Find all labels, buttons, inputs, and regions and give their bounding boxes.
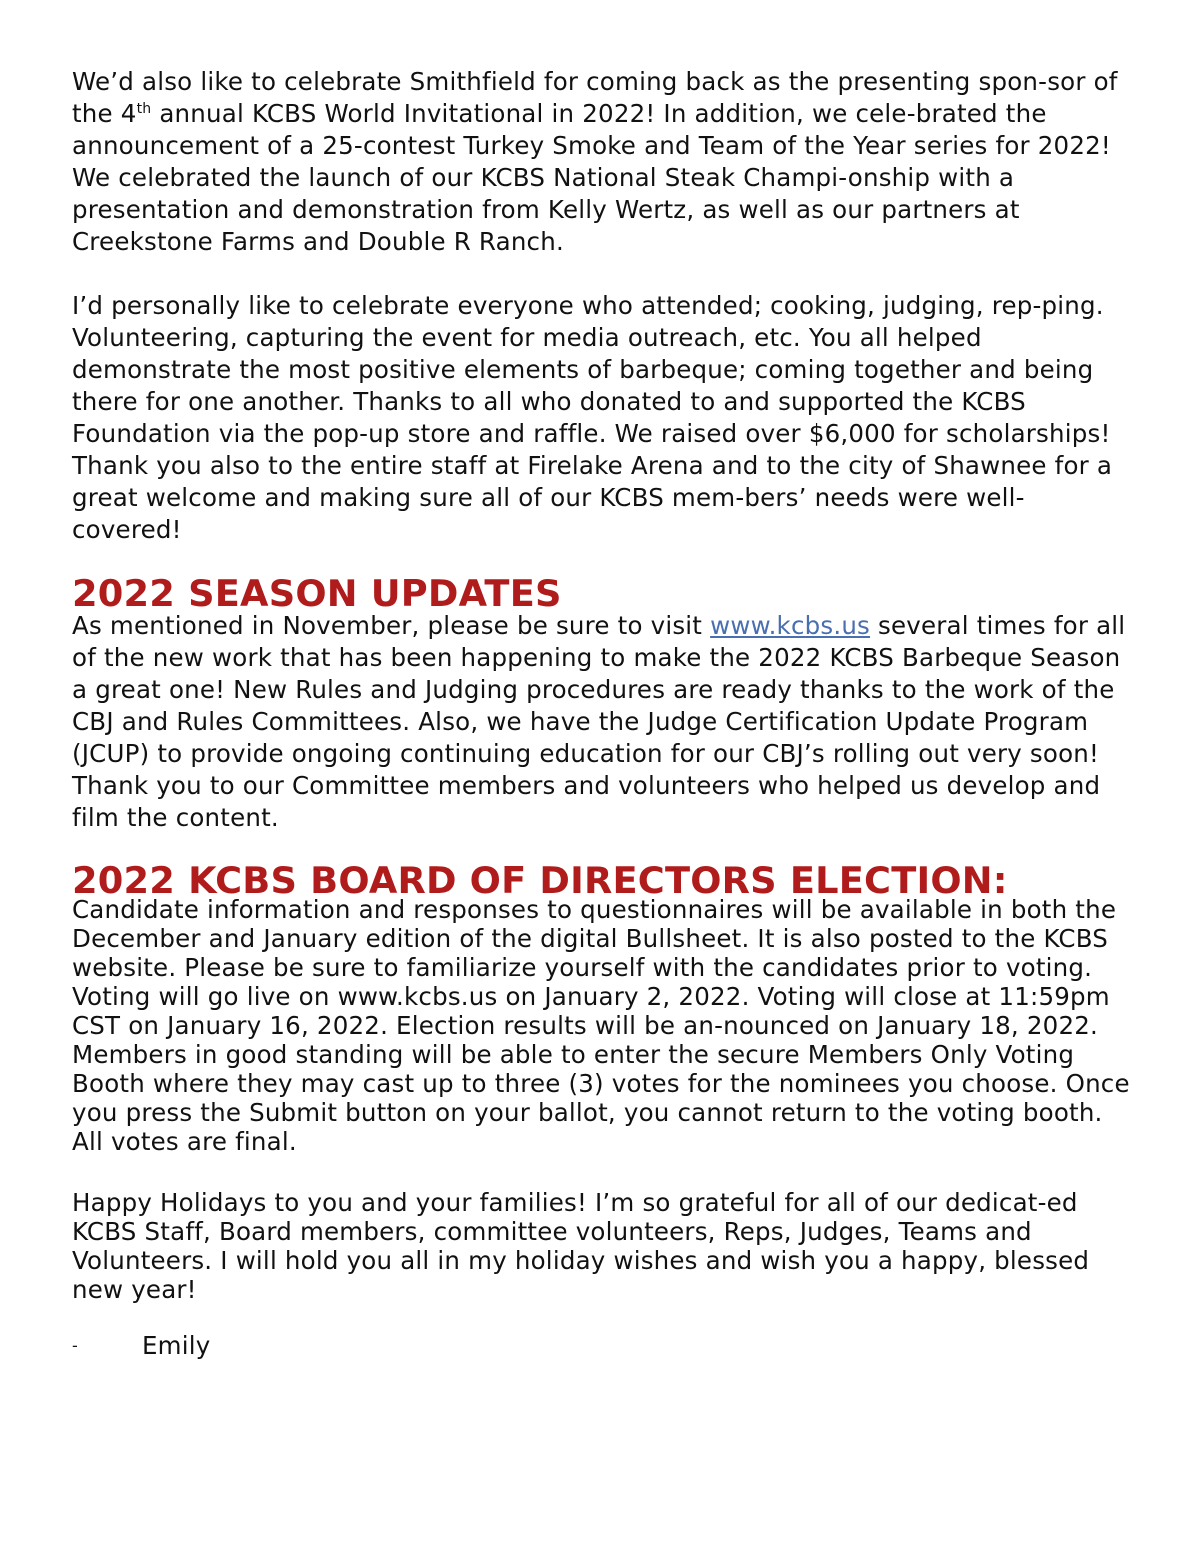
signature-name: Emily xyxy=(142,1331,211,1360)
spacer xyxy=(72,258,1132,290)
election-heading: 2022 KCBS BOARD OF DIRECTORS ELECTION: xyxy=(72,859,1008,902)
kcbs-website-link[interactable]: www.kcbs.us xyxy=(710,611,871,640)
paragraph-smithfield-text-a: We’d also like to celebrate Smithfield for coming back as the presenting spon-sor of the 4 xyxy=(72,67,1118,128)
season-text-a: As mentioned in November, please be sure to visit xyxy=(72,611,711,640)
spacer xyxy=(72,1156,1132,1188)
ordinal-suffix: th xyxy=(136,100,152,117)
letter-page xyxy=(72,66,1132,1362)
paragraph-thanks: I’d personally like to celebrate everyone who attended; cooking, judging, rep-ping. Volunteering, capturing the event for media outreach, etc. You all helped demonstrate the most positive elements of barbeque; coming together and being there for one another. Thanks to all who donated to and supported the KCBS Foundation via the pop-up store and raffle. We raised over $6,000 for scholarships! Thank you also to the entire staff at Firelake Arena and to the city of Shawnee for a great welcome and making sure all of our KCBS mem-bers’ needs were well-covered! xyxy=(72,291,1113,544)
signature xyxy=(72,1330,1132,1362)
paragraph-smithfield-text-b: annual KCBS World Invitational in 2022! In addition, we cele-brated the announcement of a 25-contest Turkey Smoke and Team of the Year series for 2022! We celebrated the launch of our KCBS National Steak Champi-onship with a presentation and demonstration from Kelly Wertz, as well as our partners at Creekstone Farms and Double R Ranch. xyxy=(72,99,1111,256)
season-text-b: several times for all of the new work that has been happening to make the 2022 KCBS Barbeque Season a great one! New Rules and Judging procedures are ready thanks to the work of the CBJ and Rules Committees. Also, we have the Judge Certification Update Program (JCUP) to provide ongoing continuing education for our CBJ’s rolling out very soon! Thank you to our Committee members and volunteers who helped us develop and film the content. xyxy=(72,611,1126,832)
signature-dash: - xyxy=(72,1336,78,1355)
season-updates-heading: 2022 SEASON UPDATES xyxy=(72,572,562,615)
paragraph-smithfield xyxy=(72,66,1132,258)
paragraph-season-updates xyxy=(72,610,1132,834)
paragraph-election: Candidate information and responses to questionnaires will be available in both the December and January edition of the digital Bullsheet. It is also posted to the KCBS website. Please be sure to familiarize yourself with the candidates prior to voting. Voting will go live on www.kcbs.us on January 2, 2022. Voting will close at 11:59pm CST on January 16, 2022. Election results will be an-nounced on January 18, 2022. Members in good standing will be able to enter the secure Members Only Voting Booth where they may cast up to three (3) votes for the nominees you choose. Once you press the Submit button on your ballot, you cannot return to the voting booth. All votes are final. xyxy=(72,895,1130,1156)
paragraph-closing: Happy Holidays to you and your families! I’m so grateful for all of our dedicat-ed KCBS Staff, Board members, committee volunteers, Reps, Judges, Teams and Volunteers. I will hold you all in my holiday wishes and wish you a happy, blessed new year! xyxy=(72,1188,1090,1304)
